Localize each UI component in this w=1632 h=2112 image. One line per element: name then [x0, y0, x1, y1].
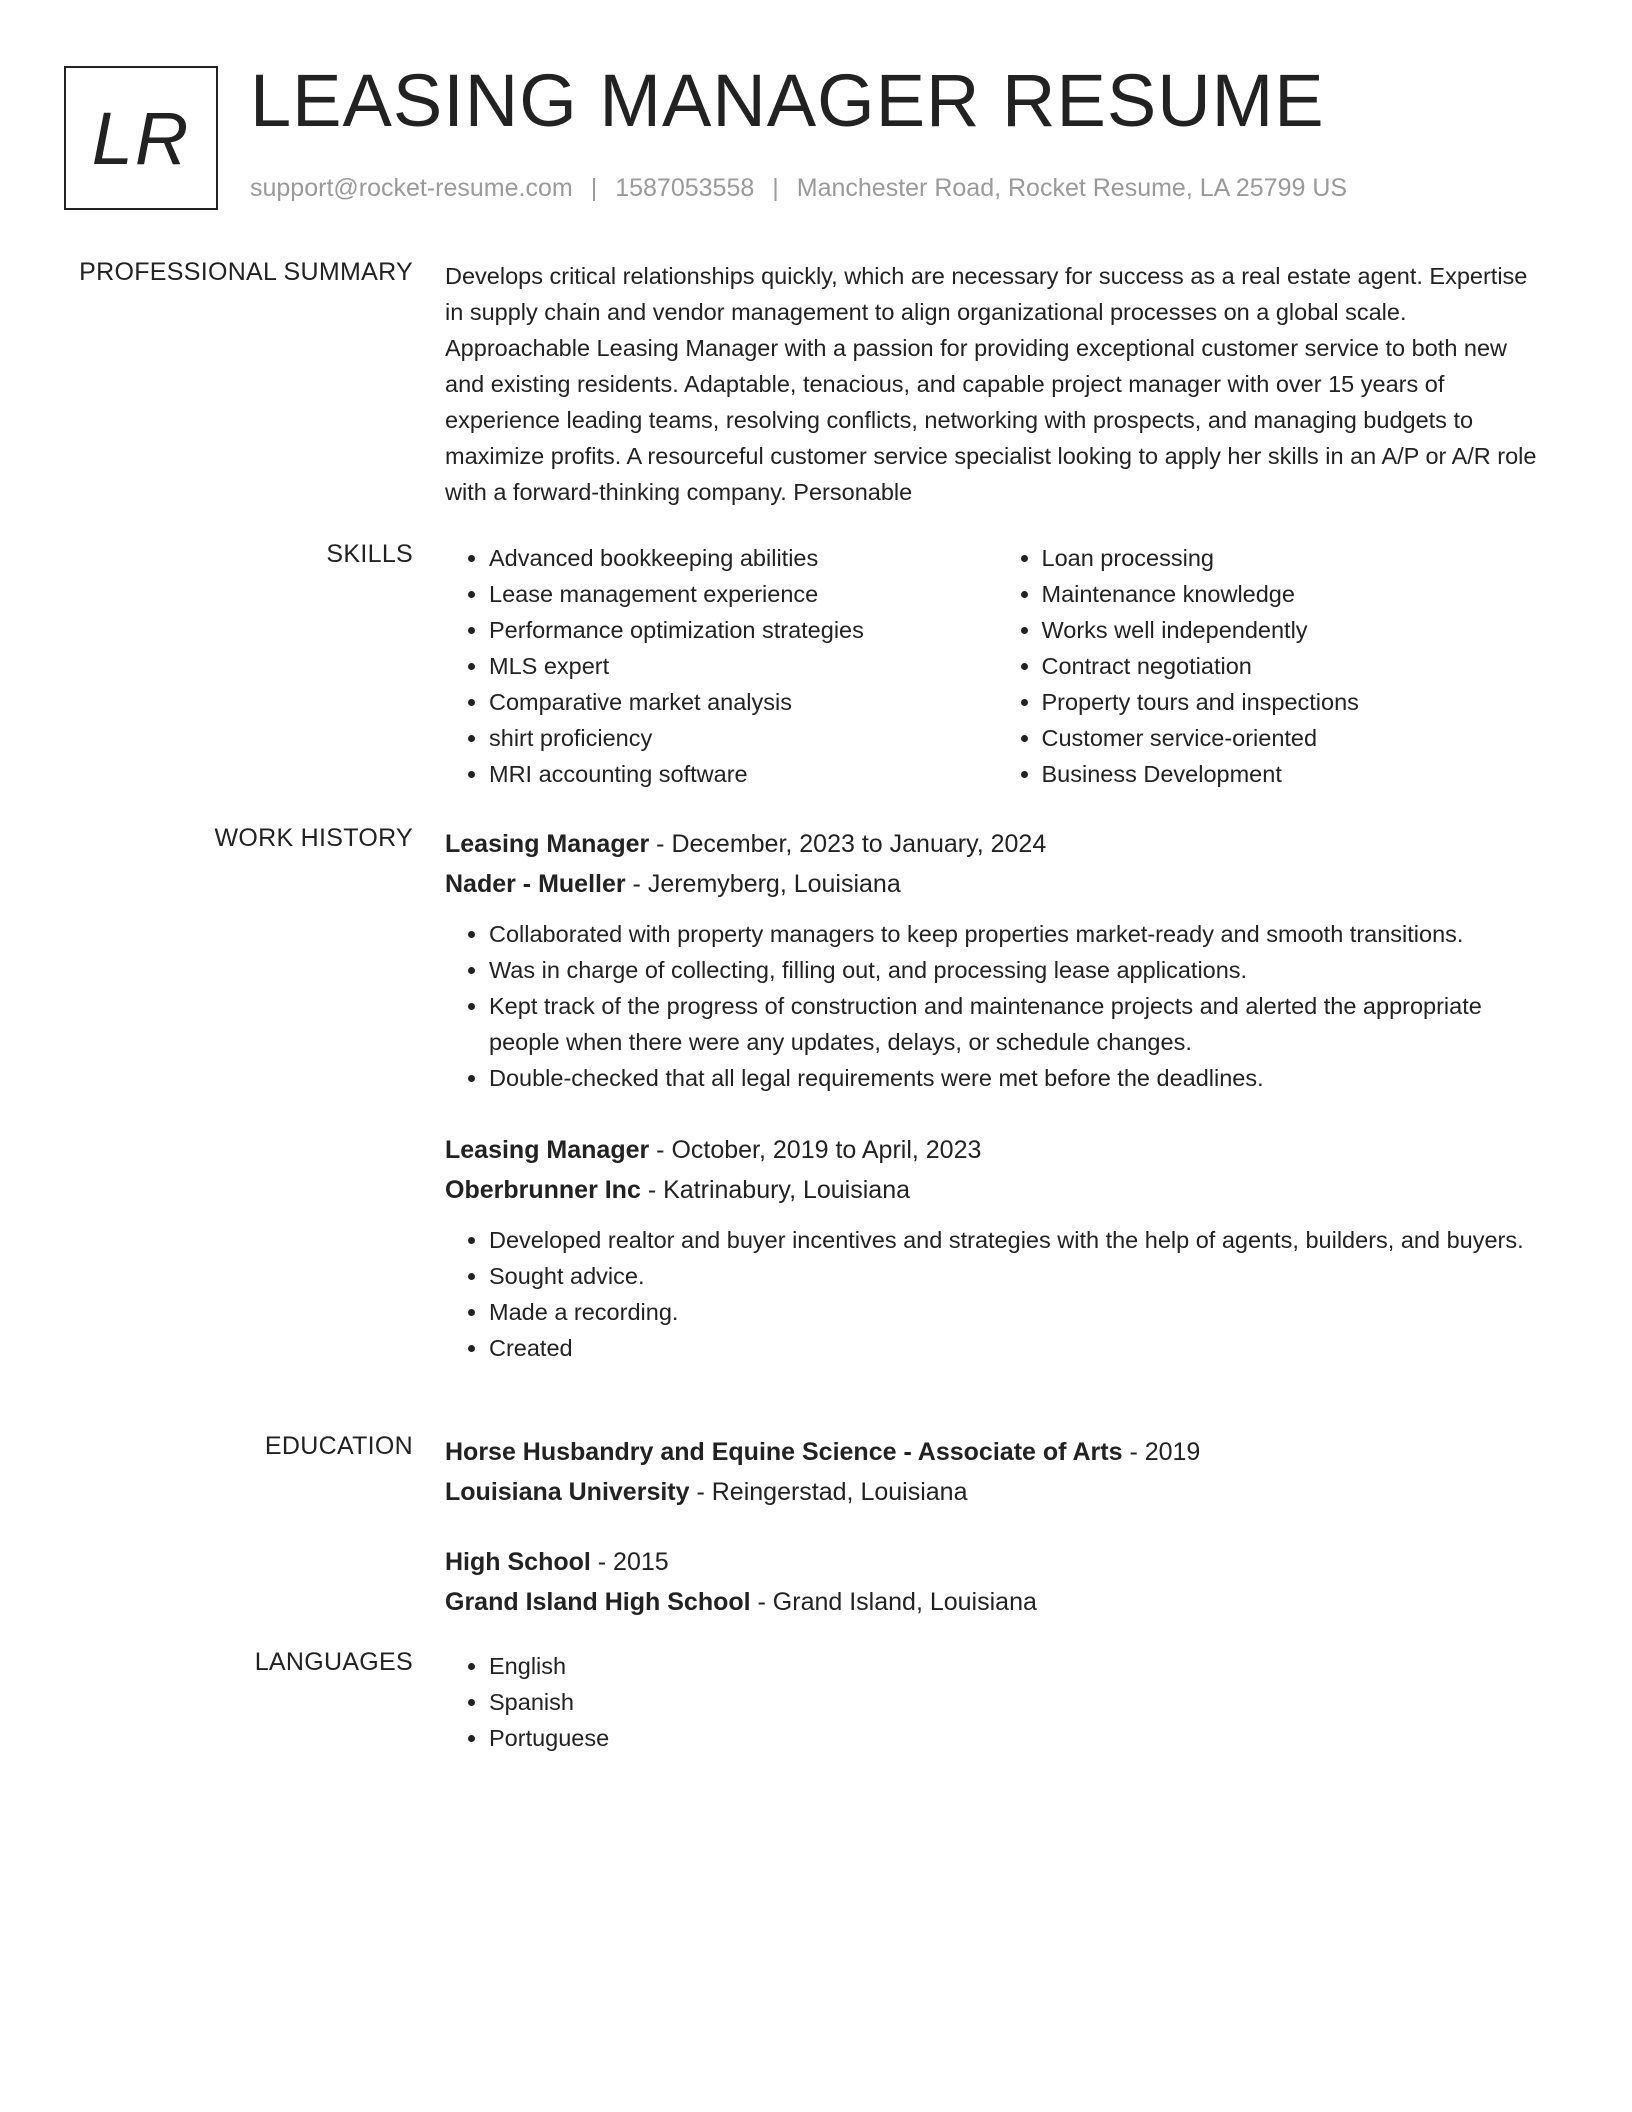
skill-item: • Loan processing: [1042, 540, 1551, 576]
section-label-skills: SKILLS: [326, 540, 413, 568]
job-location: - Jeremyberg, Louisiana: [625, 870, 901, 898]
language-item: • English: [489, 1648, 1550, 1684]
languages-body: [445, 1648, 1550, 1756]
contact-email[interactable]: support@rocket-resume.com: [250, 174, 573, 202]
summary-body: [445, 258, 1550, 510]
resume-title: LEASING MANAGER RESUME: [250, 59, 1325, 142]
language-item: • Portuguese: [489, 1720, 1550, 1756]
skill-item: • shirt proficiency: [489, 720, 998, 756]
job-title-line: [445, 1130, 1550, 1170]
job-bullet: • Collaborated with property managers to keep properties market-ready and smooth transitions.: [489, 916, 1550, 952]
section-label-languages: LANGUAGES: [254, 1648, 413, 1676]
job-entry: [445, 824, 1550, 1096]
skill-item: • Lease management experience: [489, 576, 998, 612]
job-bullet: • Created: [489, 1330, 1550, 1366]
education-school: Louisiana University: [445, 1478, 690, 1506]
summary-text: Develops critical relationships quickly, which are necessary for success as a real estate agent. Expertise in supply chain and vendor management to align organizational processes on a global scale. Approachable Leasing Manager with a passion for providing exceptional customer service to both new and existing residents. Adaptable, tenacious, and capable project manager with over 15 years of experience leading teams, resolving conflicts, networking with prospects, and managing budgets to maximize profits. A resourceful customer service specialist looking to apply her skills in an A/P or A/R role with a forward-thinking company. Personable: [445, 263, 1537, 505]
language-item: • Spanish: [489, 1684, 1550, 1720]
job-title-line: [445, 824, 1550, 864]
job-dates: - December, 2023 to January, 2024: [649, 830, 1047, 858]
job-bullet: • Sought advice.: [489, 1258, 1550, 1294]
job-company: Oberbrunner Inc: [445, 1176, 641, 1204]
job-company: Nader - Mueller: [445, 870, 626, 898]
job-bullet: • Made a recording.: [489, 1294, 1550, 1330]
education-entry: [445, 1542, 1550, 1622]
education-degree-line: [445, 1432, 1550, 1472]
skills-list-left: [445, 540, 998, 792]
job-company-line: [445, 1170, 1550, 1210]
work-body: [445, 824, 1550, 1366]
contact-separator: |: [590, 174, 598, 202]
section-label-education: EDUCATION: [264, 1432, 413, 1460]
education-entry: [445, 1432, 1550, 1512]
skills-list-right: [998, 540, 1551, 792]
skill-item: • Works well independently: [1042, 612, 1551, 648]
job-bullets: [445, 1222, 1550, 1366]
languages-list: [445, 1648, 1550, 1756]
job-bullets: [445, 916, 1550, 1096]
skill-item: • Contract negotiation: [1042, 648, 1551, 684]
skill-item: • MLS expert: [489, 648, 998, 684]
job-title: Leasing Manager: [445, 1136, 650, 1164]
skill-item: • MRI accounting software: [489, 756, 998, 792]
job-company-line: [445, 864, 1550, 904]
contact-address: Manchester Road, Rocket Resume, LA 25799 US: [796, 174, 1348, 202]
skill-item: • Comparative market analysis: [489, 684, 998, 720]
education-school-line: [445, 1472, 1550, 1512]
skill-item: • Advanced bookkeeping abilities: [489, 540, 998, 576]
education-degree: High School: [445, 1548, 591, 1576]
education-location: - Reingerstad, Louisiana: [689, 1478, 968, 1506]
education-school-line: [445, 1582, 1550, 1622]
skill-item: • Property tours and inspections: [1042, 684, 1551, 720]
job-bullet: • Kept track of the progress of construction and maintenance projects and alerted the appropriate people when there were any updates, delays, or schedule changes.: [489, 988, 1550, 1060]
education-body: [445, 1432, 1550, 1622]
education-degree-line: [445, 1542, 1550, 1582]
skill-item: • Customer service-oriented: [1042, 720, 1551, 756]
skill-item: • Business Development: [1042, 756, 1551, 792]
job-entry: [445, 1130, 1550, 1366]
contact-line: [250, 174, 1347, 203]
skill-item: • Maintenance knowledge: [1042, 576, 1551, 612]
monogram-logo: LR: [64, 66, 218, 210]
job-dates: - October, 2019 to April, 2023: [649, 1136, 982, 1164]
contact-separator: |: [772, 174, 779, 202]
job-bullet: • Was in charge of collecting, filling out, and processing lease applications.: [489, 952, 1550, 988]
skill-item: • Performance optimization strategies: [489, 612, 998, 648]
education-location: - Grand Island, Louisiana: [750, 1588, 1037, 1616]
job-location: - Katrinabury, Louisiana: [640, 1176, 911, 1204]
education-school: Grand Island High School: [445, 1588, 751, 1616]
job-title: Leasing Manager: [445, 830, 650, 858]
education-degree: Horse Husbandry and Equine Science - Associate of Arts: [445, 1438, 1123, 1466]
job-bullet: • Developed realtor and buyer incentives and strategies with the help of agents, builders, and buyers.: [489, 1222, 1550, 1258]
section-label-work: WORK HISTORY: [214, 824, 413, 852]
education-year: - 2015: [590, 1548, 669, 1576]
section-label-summary: PROFESSIONAL SUMMARY: [79, 258, 413, 286]
skills-body: [445, 540, 1550, 792]
contact-phone[interactable]: 1587053558: [615, 174, 755, 202]
job-bullet: • Double-checked that all legal requirements were met before the deadlines.: [489, 1060, 1550, 1096]
education-year: - 2019: [1122, 1438, 1201, 1466]
